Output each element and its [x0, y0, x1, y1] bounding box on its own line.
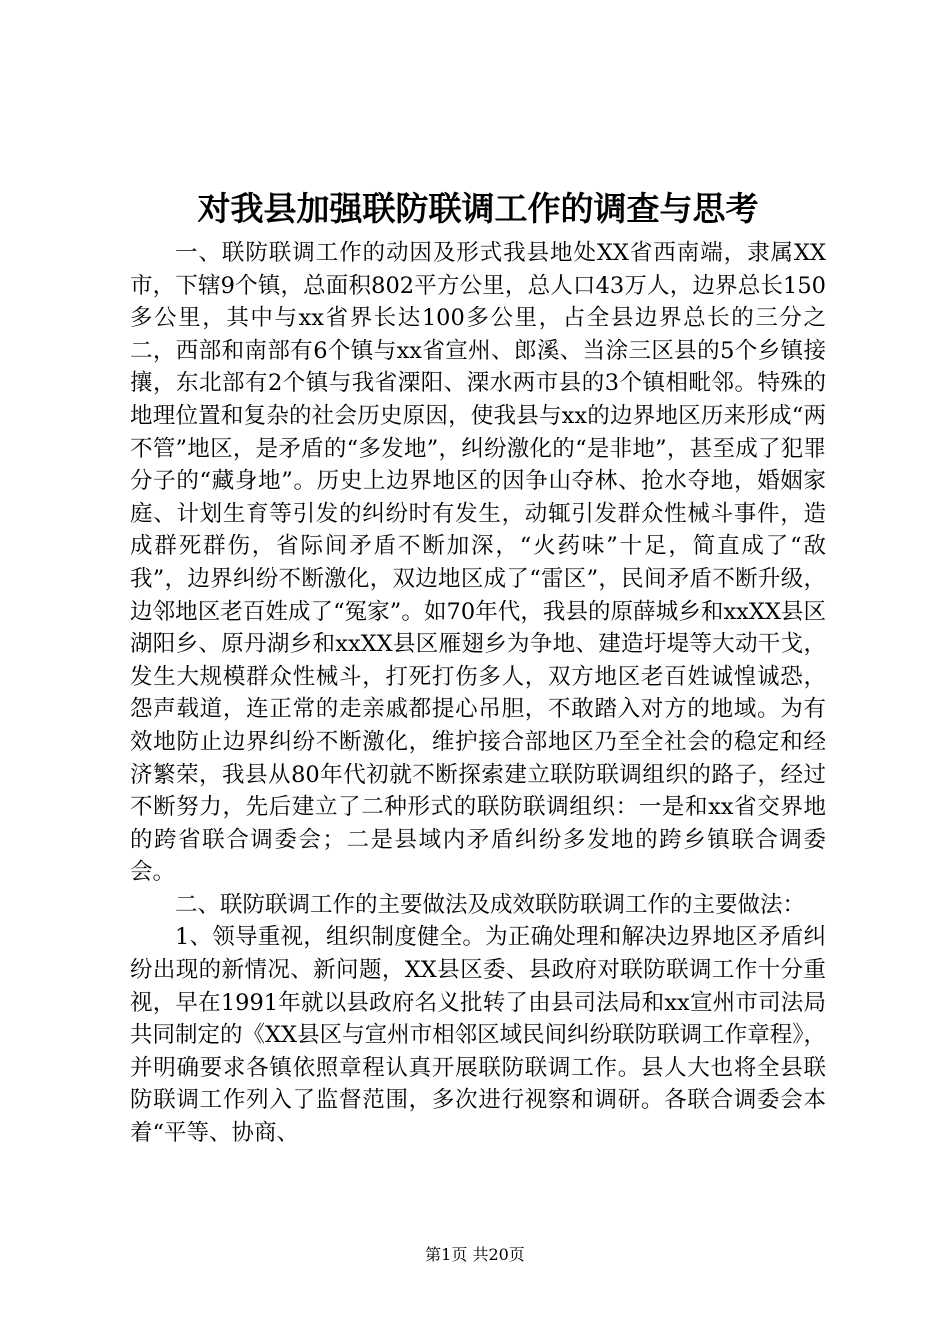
paragraph-2: 二、联防联调工作的主要做法及成效联防联调工作的主要做法： — [175, 891, 806, 918]
paragraph-1: 一、联防联调工作的动因及形式我县地处XX省西南端，隶属XX市，下辖9个镇，总面积802平方公里，总人口43万人，边界总长150多公里，其中与xx省界长达100多公里，占全县边界总长的三分之二，西部和南部有6个镇与xx省宣州、郎溪、当涂三区县的5个乡镇接攘，东北部有2个镇与我省溧阳、溧水两市县的3个镇相毗邻。特殊的地理位置和复杂的社会历史原因，使我县与xx的边界地区历来形成“两不管”地区，是矛盾的“多发地”，纠纷激化的“是非地”，甚至成了犯罪分子的“藏身地”。历史上边界地区的因争山夺林、抢水夺地，婚姻家庭、计划生育等引发的纠纷时有发生，动辄引发群众性械斗事件，造成群死群伤，省际间矛盾不断加深，“火药味”十足，简直成了“敌我”，边界纠纷不断激化，双边地区成了“雷区”，民间矛盾不断升级，边邻地区老百姓成了“冤家”。如70年代，我县的原薛城乡和xxXX县区湖阳乡、原丹湖乡和xxXX县区雁翅乡为争地、建造圩堤等大动干戈，发生大规模群众性械斗，打死打伤多人，双方地区老百姓诚惶诚恐，怨声载道，连正常的走亲戚都提心吊胆，不敢踏入对方的地域。为有效地防止边界纠纷不断激化，维护接合部地区乃至全社会的稳定和经济繁荣，我县从80年代初就不断探索建立联防联调组织的路子，经过不断努力，先后建立了二种形式的联防联调组织：一是和xx省交界地的跨省联合调委会；二是县域内矛盾纠纷多发地的跨乡镇联合调委会。 — [130, 240, 826, 886]
page-number-footer: 第1页 共20页 — [425, 1245, 525, 1264]
document-title: 对我县加强联防联调工作的调查与思考 — [197, 189, 759, 228]
paragraph-3: 1、领导重视，组织制度健全。为正确处理和解决边界地区矛盾纠纷出现的新情况、新问题，XX县区委、县政府对联防联调工作十分重视，早在1991年就以县政府名义批转了由县司法局和xx宣州市司法局共同制定的《XX县区与宣州市相邻区域民间纠纷联防联调工作章程》，并明确要求各镇依照章程认真开展联防联调工作。县人大也将全县联防联调工作列入了监督范围，多次进行视察和调研。各联合调委会本着“平等、协商、 — [130, 924, 826, 1147]
document-body — [130, 237, 826, 1150]
